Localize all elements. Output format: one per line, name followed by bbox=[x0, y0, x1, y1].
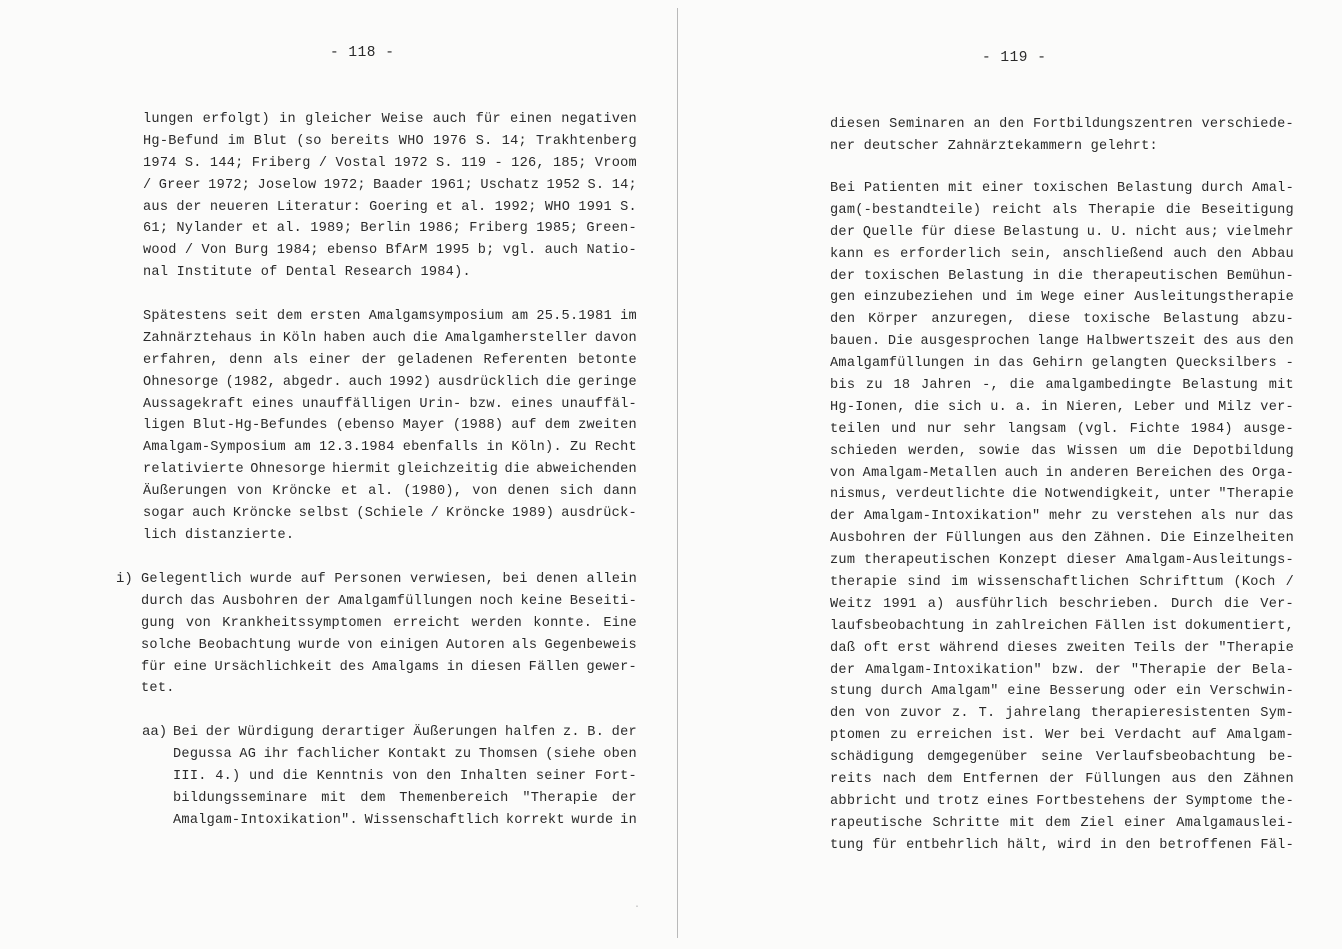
text-line: den Körper anzuregen, diese toxische Belastung abzu- bbox=[830, 312, 1294, 328]
right-paragraph-1 bbox=[830, 114, 1294, 158]
text-line: diesen Seminaren an den Fortbildungszentren verschiede- bbox=[830, 117, 1294, 132]
text-line: solche Beobachtung wurde von einigen Autoren als Gegenbeweis bbox=[141, 637, 637, 653]
text-line: III. 4.) und die Kenntnis von den Inhalten seiner Fort- bbox=[173, 768, 637, 784]
text-line: durch das Ausbohren der Amalgamfüllungen noch keine Beseiti- bbox=[141, 593, 637, 609]
text-line: teilen und nur sehr langsam (vgl. Fichte 1984) ausge- bbox=[830, 421, 1294, 437]
text-line: gam(-bestandteile) reicht als Therapie die Beseitigung bbox=[830, 202, 1294, 218]
text-line: reits nach dem Entfernen der Füllungen aus den Zähnen bbox=[830, 772, 1294, 788]
list-marker-i: i) bbox=[116, 571, 133, 587]
text-line: tet. bbox=[141, 681, 175, 697]
text-line: Hg-Ionen, die sich u. a. in Nieren, Leber und Milz ver- bbox=[830, 399, 1294, 415]
left-paragraph-1 bbox=[143, 109, 637, 284]
page-number-right: - 119 - bbox=[982, 50, 1047, 66]
text-line: schädigung demgegenüber seine Verlaufsbeobachtung be- bbox=[830, 750, 1294, 766]
text-line: von Amalgam-Metallen auch in anderen Bereichen des Orga- bbox=[830, 465, 1294, 481]
text-line: Bei Patienten mit einer toxischen Belastung durch Amal- bbox=[830, 181, 1294, 196]
text-line: ner deutscher Zahnärztekammern gelehrt: bbox=[830, 138, 1158, 154]
text-line: / Greer 1972; Joselow 1972; Baader 1961; Uschatz 1952 S. 14; bbox=[143, 177, 637, 193]
text-line: bis zu 18 Jahren -, die amalgambedingte Belastung mit bbox=[830, 378, 1294, 394]
right-paragraph-2 bbox=[830, 178, 1294, 857]
text-line: Ausbohren der Füllungen aus den Zähnen. Die Einzelheiten bbox=[830, 531, 1294, 547]
text-line: therapie sind im wissenschaftlichen Schrifttum (Koch / bbox=[830, 575, 1294, 591]
text-line: Bei der Würdigung derartiger Äußerungen halfen z. B. der bbox=[173, 725, 637, 740]
text-line: nal Institute of Dental Research 1984). bbox=[143, 265, 471, 281]
text-line: den von zuvor z. T. jahrelang therapieresistenten Sym- bbox=[830, 706, 1294, 722]
text-line: sogar auch Kröncke selbst (Schiele / Kröncke 1989) ausdrück- bbox=[143, 506, 637, 522]
text-line: lungen erfolgt) in gleicher Weise auch für einen negativen bbox=[143, 112, 637, 127]
text-line: tung für entbehrlich hält, wird in den betroffenen Fäl- bbox=[830, 837, 1294, 853]
text-line: Spätestens seit dem ersten Amalgamsymposium am 25.5.1981 im bbox=[143, 309, 637, 324]
text-line: 1974 S. 144; Friberg / Vostal 1972 S. 119 - 126, 185; Vroom bbox=[143, 155, 637, 171]
page-number-left: - 118 - bbox=[330, 45, 395, 61]
text-line: relativierte Ohnesorge hiermit gleichzeitig die abweichenden bbox=[143, 462, 637, 478]
text-line: Amalgam-Symposium am 12.3.1984 ebenfalls in Köln). Zu Recht bbox=[143, 440, 637, 456]
text-line: gung von Krankheitssymptomen erreicht werden konnte. Eine bbox=[141, 615, 637, 631]
text-line: Weitz 1991 a) ausführlich beschrieben. Durch die Ver- bbox=[830, 596, 1294, 612]
text-line: Zahnärztehaus in Köln haben auch die Amalgamhersteller davon bbox=[143, 330, 637, 346]
text-line: der Amalgam-Intoxikation" mehr zu verstehen als nur das bbox=[830, 509, 1294, 525]
text-line: lich distanzierte. bbox=[143, 527, 295, 543]
left-item-i bbox=[141, 569, 637, 700]
text-line: Aussagekraft eines unauffälligen Urin- bzw. eines unauffäl- bbox=[143, 396, 637, 412]
text-line: schieden werden, sowie das Wissen um die Depotbildung bbox=[830, 443, 1294, 459]
text-line: laufsbeobachtung in zahlreichen Fällen ist dokumentiert, bbox=[830, 618, 1294, 634]
text-line: der Amalgam-Intoxikation" bzw. der "Therapie der Bela- bbox=[830, 662, 1294, 678]
text-line: bildungsseminare mit dem Themenbereich "Therapie der bbox=[173, 790, 637, 806]
text-line: daß oft erst während dieses zweiten Teils der "Therapie bbox=[830, 640, 1294, 656]
text-line: Hg-Befund im Blut (so bereits WHO 1976 S. 14; Trakhtenberg bbox=[143, 133, 637, 149]
text-line: stung durch Amalgam" eine Besserung oder ein Verschwin- bbox=[830, 684, 1294, 700]
text-line: ptomen zu erreichen ist. Wer bei Verdacht auf Amalgam- bbox=[830, 728, 1294, 744]
scan-speck: · bbox=[634, 902, 641, 913]
text-line: erfahren, denn als einer der geladenen Referenten betonte bbox=[143, 352, 637, 368]
text-line: Ohnesorge (1982, abgedr. auch 1992) ausdrücklich die geringe bbox=[143, 374, 637, 390]
text-line: Amalgamfüllungen in das Gehirn gelangten Quecksilbers - bbox=[830, 356, 1294, 372]
text-line: rapeutische Schritte mit dem Ziel einer Amalgamauslei- bbox=[830, 815, 1294, 831]
page-gutter-divider bbox=[677, 8, 678, 938]
text-line: Gelegentlich wurde auf Personen verwiesen, bei denen allein bbox=[141, 572, 637, 587]
left-item-aa bbox=[173, 722, 637, 831]
text-line: der Quelle für diese Belastung u. U. nicht aus; vielmehr bbox=[830, 224, 1294, 240]
text-line: 61; Nylander et al. 1989; Berlin 1986; Friberg 1985; Green- bbox=[143, 221, 637, 237]
text-line: zum therapeutischen Konzept dieser Amalgam-Ausleitungs- bbox=[830, 553, 1294, 569]
list-marker-aa: aa) bbox=[142, 724, 168, 740]
text-line: kann es erforderlich sein, anschließend auch den Abbau bbox=[830, 246, 1294, 262]
text-line: nismus, verdeutlichte die Notwendigkeit, unter "Therapie bbox=[830, 487, 1294, 503]
text-line: für eine Ursächlichkeit des Amalgams in diesen Fällen gewer- bbox=[141, 659, 637, 675]
text-line: ligen Blut-Hg-Befundes (ebenso Mayer (1988) auf dem zweiten bbox=[143, 418, 637, 434]
text-line: Äußerungen von Kröncke et al. (1980), von denen sich dann bbox=[143, 484, 637, 500]
text-line: Amalgam-Intoxikation". Wissenschaftlich korrekt wurde in bbox=[173, 812, 637, 828]
text-line: der toxischen Belastung in die therapeutischen Bemühun- bbox=[830, 268, 1294, 284]
text-line: abbricht und trotz eines Fortbestehens der Symptome the- bbox=[830, 793, 1294, 809]
text-line: wood / Von Burg 1984; ebenso BfArM 1995 b; vgl. auch Natio- bbox=[143, 243, 637, 259]
text-line: gen einzubeziehen und im Wege einer Ausleitungstherapie bbox=[830, 290, 1294, 306]
right-page bbox=[680, 0, 1342, 949]
text-line: aus der neueren Literatur: Goering et al. 1992; WHO 1991 S. bbox=[143, 199, 637, 215]
left-paragraph-2 bbox=[143, 306, 637, 547]
text-line: bauen. Die ausgesprochen lange Halbwertszeit des aus den bbox=[830, 334, 1294, 350]
text-line: Degussa AG ihr fachlicher Kontakt zu Thomsen (siehe oben bbox=[173, 746, 637, 762]
